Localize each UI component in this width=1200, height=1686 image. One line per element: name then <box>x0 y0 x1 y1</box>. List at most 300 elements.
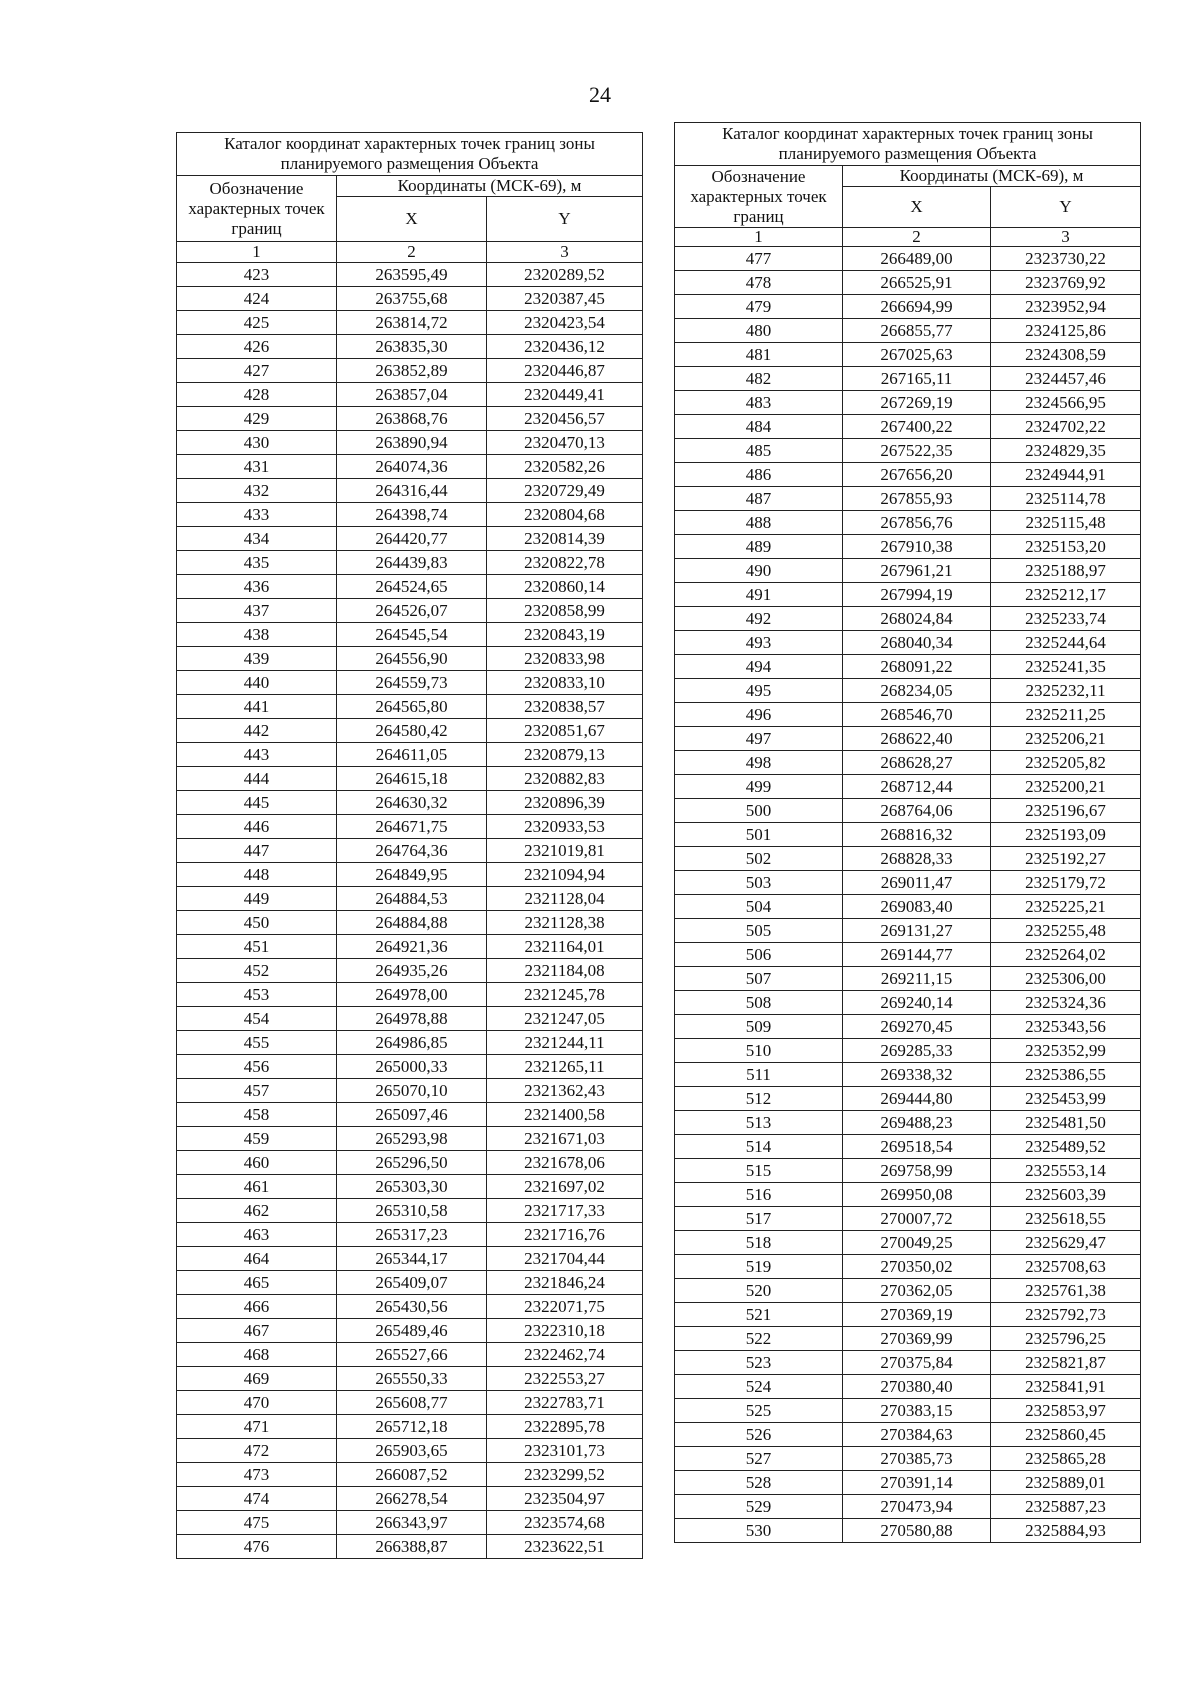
y-coordinate-cell: 2320387,45 <box>487 287 643 311</box>
point-number-cell: 426 <box>177 335 337 359</box>
table-row <box>177 1487 643 1511</box>
x-coordinate-cell: 270049,25 <box>843 1231 991 1255</box>
x-coordinate-cell: 269444,80 <box>843 1087 991 1111</box>
y-coordinate-cell: 2325196,67 <box>991 799 1141 823</box>
point-number-cell: 445 <box>177 791 337 815</box>
x-coordinate-cell: 264565,80 <box>337 695 487 719</box>
point-number-cell: 437 <box>177 599 337 623</box>
table-row <box>177 455 643 479</box>
x-coordinate-cell: 263835,30 <box>337 335 487 359</box>
y-coordinate-cell: 2324308,59 <box>991 343 1141 367</box>
point-number-cell: 464 <box>177 1247 337 1271</box>
table-row <box>675 1423 1141 1447</box>
table-row <box>675 1447 1141 1471</box>
col-number-1: 1 <box>177 242 337 263</box>
y-coordinate-cell: 2321244,11 <box>487 1031 643 1055</box>
x-coordinate-cell: 266278,54 <box>337 1487 487 1511</box>
point-number-cell: 484 <box>675 415 843 439</box>
y-coordinate-cell: 2322553,27 <box>487 1367 643 1391</box>
table-row <box>675 343 1141 367</box>
table-row <box>675 1471 1141 1495</box>
point-number-cell: 480 <box>675 319 843 343</box>
x-coordinate-cell: 263857,04 <box>337 383 487 407</box>
point-number-cell: 459 <box>177 1127 337 1151</box>
table-row <box>177 1175 643 1199</box>
y-coordinate-cell: 2320896,39 <box>487 791 643 815</box>
y-coordinate-cell: 2321265,11 <box>487 1055 643 1079</box>
point-number-cell: 506 <box>675 943 843 967</box>
table-row <box>177 287 643 311</box>
point-number-cell: 529 <box>675 1495 843 1519</box>
table-row <box>675 367 1141 391</box>
coordinates-table-left <box>176 132 643 1559</box>
x-coordinate-cell: 264978,00 <box>337 983 487 1007</box>
y-coordinate-cell: 2320860,14 <box>487 575 643 599</box>
table-row <box>177 671 643 695</box>
point-number-cell: 495 <box>675 679 843 703</box>
x-coordinate-cell: 266388,87 <box>337 1535 487 1559</box>
y-coordinate-cell: 2321697,02 <box>487 1175 643 1199</box>
table-row <box>675 607 1141 631</box>
point-number-cell: 511 <box>675 1063 843 1087</box>
point-number-cell: 475 <box>177 1511 337 1535</box>
x-coordinate-cell: 270375,84 <box>843 1351 991 1375</box>
point-number-cell: 430 <box>177 431 337 455</box>
table-row <box>675 919 1141 943</box>
point-number-cell: 488 <box>675 511 843 535</box>
point-label-header: Обозначение характерных точек границ <box>675 166 843 228</box>
x-coordinate-cell: 269338,32 <box>843 1063 991 1087</box>
table-row <box>177 1151 643 1175</box>
point-number-cell: 447 <box>177 839 337 863</box>
point-number-cell: 517 <box>675 1207 843 1231</box>
x-coordinate-cell: 265409,07 <box>337 1271 487 1295</box>
y-coordinate-cell: 2320729,49 <box>487 479 643 503</box>
y-coordinate-cell: 2320833,98 <box>487 647 643 671</box>
table-row <box>177 431 643 455</box>
point-number-cell: 433 <box>177 503 337 527</box>
y-header: Y <box>991 187 1141 228</box>
table-row <box>177 1127 643 1151</box>
x-coordinate-cell: 263814,72 <box>337 311 487 335</box>
x-coordinate-cell: 270380,40 <box>843 1375 991 1399</box>
coords-header: Координаты (МСК-69), м <box>843 166 1141 187</box>
y-coordinate-cell: 2321184,08 <box>487 959 643 983</box>
x-coordinate-cell: 267522,35 <box>843 439 991 463</box>
y-coordinate-cell: 2325211,25 <box>991 703 1141 727</box>
point-number-cell: 516 <box>675 1183 843 1207</box>
table-row <box>675 1495 1141 1519</box>
x-coordinate-cell: 264545,54 <box>337 623 487 647</box>
x-coordinate-cell: 265527,66 <box>337 1343 487 1367</box>
x-coordinate-cell: 269518,54 <box>843 1135 991 1159</box>
point-number-cell: 515 <box>675 1159 843 1183</box>
table-row <box>675 967 1141 991</box>
x-coordinate-cell: 269270,45 <box>843 1015 991 1039</box>
y-coordinate-cell: 2325708,63 <box>991 1255 1141 1279</box>
point-number-cell: 482 <box>675 367 843 391</box>
y-coordinate-cell: 2325306,00 <box>991 967 1141 991</box>
x-coordinate-cell: 268024,84 <box>843 607 991 631</box>
table-row <box>675 679 1141 703</box>
point-number-cell: 507 <box>675 967 843 991</box>
table-row <box>675 535 1141 559</box>
y-coordinate-cell: 2325841,91 <box>991 1375 1141 1399</box>
y-coordinate-cell: 2320933,53 <box>487 815 643 839</box>
x-coordinate-cell: 266855,77 <box>843 319 991 343</box>
point-label-header: Обозначение характерных точек границ <box>177 176 337 242</box>
x-coordinate-cell: 263595,49 <box>337 263 487 287</box>
table-row <box>177 935 643 959</box>
x-coordinate-cell: 269285,33 <box>843 1039 991 1063</box>
point-number-cell: 521 <box>675 1303 843 1327</box>
point-number-cell: 489 <box>675 535 843 559</box>
y-coordinate-cell: 2321128,38 <box>487 911 643 935</box>
x-coordinate-cell: 269488,23 <box>843 1111 991 1135</box>
table-row <box>177 359 643 383</box>
x-coordinate-cell: 263852,89 <box>337 359 487 383</box>
table-row <box>675 1135 1141 1159</box>
x-coordinate-cell: 270350,02 <box>843 1255 991 1279</box>
x-coordinate-cell: 264074,36 <box>337 455 487 479</box>
y-coordinate-cell: 2320436,12 <box>487 335 643 359</box>
point-number-cell: 468 <box>177 1343 337 1367</box>
point-number-cell: 514 <box>675 1135 843 1159</box>
table-row <box>177 887 643 911</box>
y-coordinate-cell: 2320814,39 <box>487 527 643 551</box>
table-row <box>675 511 1141 535</box>
y-coordinate-cell: 2320289,52 <box>487 263 643 287</box>
table-row <box>675 247 1141 271</box>
x-coordinate-cell: 267656,20 <box>843 463 991 487</box>
y-coordinate-cell: 2324944,91 <box>991 463 1141 487</box>
point-number-cell: 441 <box>177 695 337 719</box>
y-coordinate-cell: 2321019,81 <box>487 839 643 863</box>
table-row <box>675 487 1141 511</box>
table-row <box>675 1183 1141 1207</box>
table-row <box>177 1439 643 1463</box>
point-number-cell: 460 <box>177 1151 337 1175</box>
y-coordinate-cell: 2325205,82 <box>991 751 1141 775</box>
table-row <box>177 719 643 743</box>
point-number-cell: 476 <box>177 1535 337 1559</box>
table-row <box>675 1279 1141 1303</box>
point-number-cell: 465 <box>177 1271 337 1295</box>
table-row <box>177 911 643 935</box>
x-coordinate-cell: 268622,40 <box>843 727 991 751</box>
x-coordinate-cell: 264921,36 <box>337 935 487 959</box>
col-number-3: 3 <box>487 242 643 263</box>
x-coordinate-cell: 263890,94 <box>337 431 487 455</box>
point-number-cell: 457 <box>177 1079 337 1103</box>
table-title: Каталог координат характерных точек границ зоны планируемого размещения Объекта <box>675 123 1141 166</box>
x-coordinate-cell: 264611,05 <box>337 743 487 767</box>
point-number-cell: 530 <box>675 1519 843 1543</box>
table-row <box>675 439 1141 463</box>
point-number-cell: 512 <box>675 1087 843 1111</box>
y-coordinate-cell: 2325860,45 <box>991 1423 1141 1447</box>
table-row <box>675 1015 1141 1039</box>
point-number-cell: 510 <box>675 1039 843 1063</box>
y-coordinate-cell: 2325255,48 <box>991 919 1141 943</box>
point-number-cell: 502 <box>675 847 843 871</box>
y-coordinate-cell: 2325386,55 <box>991 1063 1141 1087</box>
x-header: X <box>337 197 487 242</box>
x-coordinate-cell: 266087,52 <box>337 1463 487 1487</box>
y-coordinate-cell: 2325233,74 <box>991 607 1141 631</box>
point-number-cell: 505 <box>675 919 843 943</box>
y-coordinate-cell: 2325212,17 <box>991 583 1141 607</box>
table-row <box>675 463 1141 487</box>
y-coordinate-cell: 2321704,44 <box>487 1247 643 1271</box>
table-row <box>177 839 643 863</box>
x-coordinate-cell: 264420,77 <box>337 527 487 551</box>
x-coordinate-cell: 267400,22 <box>843 415 991 439</box>
table-row <box>177 1103 643 1127</box>
point-number-cell: 513 <box>675 1111 843 1135</box>
x-coordinate-cell: 270384,63 <box>843 1423 991 1447</box>
point-number-cell: 508 <box>675 991 843 1015</box>
y-coordinate-cell: 2321164,01 <box>487 935 643 959</box>
x-coordinate-cell: 269131,27 <box>843 919 991 943</box>
x-coordinate-cell: 267910,38 <box>843 535 991 559</box>
y-coordinate-cell: 2325603,39 <box>991 1183 1141 1207</box>
y-coordinate-cell: 2321678,06 <box>487 1151 643 1175</box>
table-row <box>675 1111 1141 1135</box>
point-number-cell: 477 <box>675 247 843 271</box>
y-coordinate-cell: 2320838,57 <box>487 695 643 719</box>
y-coordinate-cell: 2322071,75 <box>487 1295 643 1319</box>
x-coordinate-cell: 264559,73 <box>337 671 487 695</box>
y-coordinate-cell: 2325352,99 <box>991 1039 1141 1063</box>
table-row <box>675 991 1141 1015</box>
point-number-cell: 454 <box>177 1007 337 1031</box>
point-number-cell: 436 <box>177 575 337 599</box>
y-coordinate-cell: 2325241,35 <box>991 655 1141 679</box>
x-coordinate-cell: 270369,19 <box>843 1303 991 1327</box>
x-coordinate-cell: 268816,32 <box>843 823 991 847</box>
table-row <box>675 871 1141 895</box>
point-number-cell: 443 <box>177 743 337 767</box>
x-coordinate-cell: 264671,75 <box>337 815 487 839</box>
x-coordinate-cell: 264580,42 <box>337 719 487 743</box>
x-coordinate-cell: 266525,91 <box>843 271 991 295</box>
table-row <box>177 551 643 575</box>
point-number-cell: 474 <box>177 1487 337 1511</box>
y-coordinate-cell: 2320858,99 <box>487 599 643 623</box>
point-number-cell: 473 <box>177 1463 337 1487</box>
point-number-cell: 456 <box>177 1055 337 1079</box>
y-coordinate-cell: 2325193,09 <box>991 823 1141 847</box>
point-number-cell: 481 <box>675 343 843 367</box>
table-row <box>177 1319 643 1343</box>
point-number-cell: 450 <box>177 911 337 935</box>
x-coordinate-cell: 265550,33 <box>337 1367 487 1391</box>
point-number-cell: 452 <box>177 959 337 983</box>
x-coordinate-cell: 264849,95 <box>337 863 487 887</box>
x-coordinate-cell: 264556,90 <box>337 647 487 671</box>
table-row <box>675 895 1141 919</box>
x-coordinate-cell: 265097,46 <box>337 1103 487 1127</box>
y-coordinate-cell: 2321400,58 <box>487 1103 643 1127</box>
point-number-cell: 500 <box>675 799 843 823</box>
table-row <box>177 1391 643 1415</box>
table-row <box>675 271 1141 295</box>
y-coordinate-cell: 2320449,41 <box>487 383 643 407</box>
x-coordinate-cell: 264764,36 <box>337 839 487 863</box>
point-number-cell: 504 <box>675 895 843 919</box>
x-coordinate-cell: 263755,68 <box>337 287 487 311</box>
y-coordinate-cell: 2324457,46 <box>991 367 1141 391</box>
table-row <box>177 1031 643 1055</box>
y-coordinate-cell: 2325232,11 <box>991 679 1141 703</box>
table-row <box>177 695 643 719</box>
col-number-2: 2 <box>843 228 991 247</box>
y-coordinate-cell: 2320470,13 <box>487 431 643 455</box>
x-coordinate-cell: 265293,98 <box>337 1127 487 1151</box>
table-row <box>675 1327 1141 1351</box>
point-number-cell: 428 <box>177 383 337 407</box>
x-coordinate-cell: 270580,88 <box>843 1519 991 1543</box>
table-row <box>177 1247 643 1271</box>
x-coordinate-cell: 270383,15 <box>843 1399 991 1423</box>
x-coordinate-cell: 268628,27 <box>843 751 991 775</box>
point-number-cell: 438 <box>177 623 337 647</box>
x-coordinate-cell: 269950,08 <box>843 1183 991 1207</box>
point-number-cell: 472 <box>177 1439 337 1463</box>
y-coordinate-cell: 2322462,74 <box>487 1343 643 1367</box>
x-coordinate-cell: 264630,32 <box>337 791 487 815</box>
point-number-cell: 463 <box>177 1223 337 1247</box>
x-coordinate-cell: 267269,19 <box>843 391 991 415</box>
y-coordinate-cell: 2325865,28 <box>991 1447 1141 1471</box>
y-coordinate-cell: 2324702,22 <box>991 415 1141 439</box>
point-number-cell: 528 <box>675 1471 843 1495</box>
point-number-cell: 467 <box>177 1319 337 1343</box>
x-coordinate-cell: 264884,88 <box>337 911 487 935</box>
y-coordinate-cell: 2321247,05 <box>487 1007 643 1031</box>
table-row <box>177 599 643 623</box>
point-number-cell: 440 <box>177 671 337 695</box>
point-number-cell: 446 <box>177 815 337 839</box>
table-row <box>177 527 643 551</box>
table-row <box>675 775 1141 799</box>
coordinates-table-right <box>674 122 1141 1543</box>
y-coordinate-cell: 2325192,27 <box>991 847 1141 871</box>
x-coordinate-cell: 264978,88 <box>337 1007 487 1031</box>
y-coordinate-cell: 2325853,97 <box>991 1399 1141 1423</box>
x-coordinate-cell: 268712,44 <box>843 775 991 799</box>
x-coordinate-cell: 268040,34 <box>843 631 991 655</box>
point-number-cell: 435 <box>177 551 337 575</box>
point-number-cell: 485 <box>675 439 843 463</box>
x-coordinate-cell: 267856,76 <box>843 511 991 535</box>
y-coordinate-cell: 2321846,24 <box>487 1271 643 1295</box>
y-coordinate-cell: 2325618,55 <box>991 1207 1141 1231</box>
table-row <box>177 1007 643 1031</box>
y-coordinate-cell: 2321128,04 <box>487 887 643 911</box>
table-row <box>177 479 643 503</box>
y-coordinate-cell: 2325153,20 <box>991 535 1141 559</box>
y-coordinate-cell: 2321362,43 <box>487 1079 643 1103</box>
x-coordinate-cell: 270362,05 <box>843 1279 991 1303</box>
x-coordinate-cell: 268764,06 <box>843 799 991 823</box>
point-number-cell: 455 <box>177 1031 337 1055</box>
table-row <box>177 1535 643 1559</box>
table-row <box>675 751 1141 775</box>
point-number-cell: 448 <box>177 863 337 887</box>
table-row <box>177 1223 643 1247</box>
table-row <box>177 407 643 431</box>
x-coordinate-cell: 265317,23 <box>337 1223 487 1247</box>
point-number-cell: 427 <box>177 359 337 383</box>
point-number-cell: 424 <box>177 287 337 311</box>
y-coordinate-cell: 2321671,03 <box>487 1127 643 1151</box>
point-number-cell: 479 <box>675 295 843 319</box>
point-number-cell: 470 <box>177 1391 337 1415</box>
point-number-cell: 519 <box>675 1255 843 1279</box>
y-coordinate-cell: 2325188,97 <box>991 559 1141 583</box>
page-number: 24 <box>589 82 611 107</box>
table-row <box>177 983 643 1007</box>
table-row <box>675 391 1141 415</box>
y-coordinate-cell: 2323299,52 <box>487 1463 643 1487</box>
point-number-cell: 451 <box>177 935 337 959</box>
point-number-cell: 518 <box>675 1231 843 1255</box>
y-coordinate-cell: 2320456,57 <box>487 407 643 431</box>
table-row <box>675 295 1141 319</box>
y-coordinate-cell: 2323101,73 <box>487 1439 643 1463</box>
x-coordinate-cell: 265070,10 <box>337 1079 487 1103</box>
table-row <box>177 1079 643 1103</box>
point-number-cell: 503 <box>675 871 843 895</box>
x-coordinate-cell: 265000,33 <box>337 1055 487 1079</box>
coords-header: Координаты (МСК-69), м <box>337 176 643 197</box>
y-coordinate-cell: 2323730,22 <box>991 247 1141 271</box>
y-coordinate-cell: 2325796,25 <box>991 1327 1141 1351</box>
y-coordinate-cell: 2325489,52 <box>991 1135 1141 1159</box>
col-number-2: 2 <box>337 242 487 263</box>
y-coordinate-cell: 2321245,78 <box>487 983 643 1007</box>
y-coordinate-cell: 2320822,78 <box>487 551 643 575</box>
table-row <box>177 503 643 527</box>
point-number-cell: 483 <box>675 391 843 415</box>
point-number-cell: 461 <box>177 1175 337 1199</box>
table-row <box>177 263 643 287</box>
x-coordinate-cell: 265608,77 <box>337 1391 487 1415</box>
table-row <box>177 815 643 839</box>
x-coordinate-cell: 265310,58 <box>337 1199 487 1223</box>
point-number-cell: 527 <box>675 1447 843 1471</box>
point-number-cell: 439 <box>177 647 337 671</box>
y-coordinate-cell: 2323769,92 <box>991 271 1141 295</box>
point-number-cell: 466 <box>177 1295 337 1319</box>
table-row <box>177 1055 643 1079</box>
y-coordinate-cell: 2320423,54 <box>487 311 643 335</box>
table-row <box>177 863 643 887</box>
x-coordinate-cell: 265430,56 <box>337 1295 487 1319</box>
y-coordinate-cell: 2325761,38 <box>991 1279 1141 1303</box>
x-coordinate-cell: 264986,85 <box>337 1031 487 1055</box>
point-number-cell: 478 <box>675 271 843 295</box>
table-title: Каталог координат характерных точек границ зоны планируемого размещения Объекта <box>177 133 643 176</box>
point-number-cell: 496 <box>675 703 843 727</box>
y-coordinate-cell: 2321716,76 <box>487 1223 643 1247</box>
y-coordinate-cell: 2325324,36 <box>991 991 1141 1015</box>
table-row <box>177 1271 643 1295</box>
table-row <box>177 383 643 407</box>
y-coordinate-cell: 2325179,72 <box>991 871 1141 895</box>
